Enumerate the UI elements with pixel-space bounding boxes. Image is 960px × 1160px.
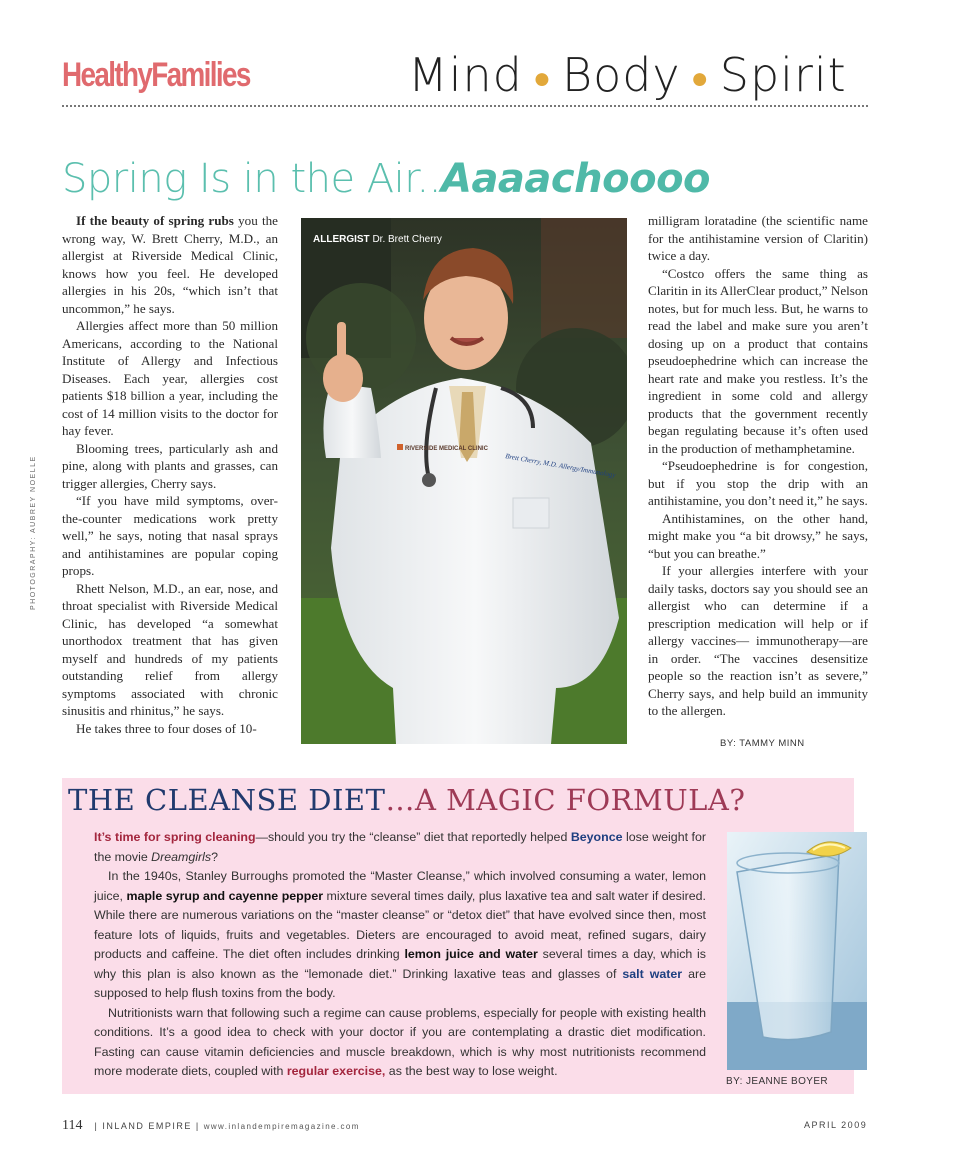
article-paragraph: Rhett Nelson, M.D., an ear, nose, and throat specialist with Riverside Medical Clinic, has developed “a somewhat unorthodox treatment that has given myself and hundreds of my patients outstanding relief from allergy symptoms associated with chronic sinusitis and rhinitus,” he says. (62, 580, 278, 718)
caption-label: ALLERGIST (313, 234, 370, 245)
coat-embroidery: Brett Cherry, M.D. Allergy/Immunology (504, 452, 617, 480)
brand-name: HealthyFamilies (62, 56, 250, 94)
paragraph-text: as the best way to lose weight. (385, 1064, 558, 1078)
glass-illustration (727, 832, 867, 1070)
header-divider (62, 105, 868, 107)
article-paragraph (62, 212, 278, 317)
article-paragraph: He takes three to four doses of 10- (76, 720, 257, 736)
lead-in: If the beauty of spring rubs (76, 213, 234, 228)
article-paragraph: milligram loratadine (the scientific name for the antihistamine version of Claritin) twice a day. (648, 213, 868, 263)
article-headline (62, 156, 710, 202)
tagline-dot: ● (690, 61, 710, 96)
article-paragraph: Blooming trees, particularly ash and pine, along with plants and grasses, can trigger allergies, Cherry says. (62, 440, 278, 491)
article-byline (720, 738, 805, 749)
sidebar-title (68, 783, 745, 817)
water-glass-photo (727, 832, 867, 1070)
paragraph-text: several times a day, which is why this plan is also known as the “lemonade diet.” Drinking laxative teas and glasses of (94, 947, 707, 981)
sidebar-paragraph (94, 1004, 706, 1082)
section-tagline (408, 48, 847, 102)
photo-credit: PHOTOGRAPHY: AUBREY NOELLE (30, 455, 37, 610)
article-paragraph: Antihistamines, on the other hand, might make you “a bit drowsy,” he says, “but you can breathe.” (648, 510, 868, 561)
sidebar-body (94, 828, 706, 1082)
paragraph-text: In the 1940s, Stanley Burroughs promoted the “Master Cleanse,” which involved consuming a water, lemon juice, (94, 869, 706, 903)
magazine-name: INLAND EMPIRE (102, 1121, 192, 1131)
highlight-text: regular exercise, (286, 1064, 386, 1078)
article-column-right (648, 212, 868, 720)
tagline-spirit: Spirit (719, 48, 847, 102)
article-paragraph: “If you have mild symptoms, over-the-counter medications work pretty well,” he says, noting that nasal sprays and antihistamines are popular coping props. (62, 493, 278, 578)
paragraph-text: —should you try the “cleanse” diet that reportedly helped (255, 830, 571, 844)
highlight-text: salt water (622, 966, 683, 981)
allergist-photo (301, 218, 627, 744)
byline-name: JEANNE BOYER (745, 1076, 829, 1087)
article-paragraph: If your allergies interfere with your daily tasks, doctors say you should see an allergist who can determine if a prescription medication will help or if allergy vaccines— immunotherapy—are in order. “The vaccines desensitize people so the reaction isn’t as severe,” Cherry says, and help build an immunity to the allergen. (648, 563, 868, 718)
brand-logo (62, 56, 250, 95)
article-column-left (62, 212, 278, 737)
page-number: 114 (62, 1118, 83, 1133)
sidebar-paragraph (94, 828, 706, 867)
article-paragraph: “Pseudoephedrine is for congestion, but if you stop the drip with an antihistamine, you don’t need it,” he says. (648, 458, 868, 508)
footer-separator: | (94, 1121, 99, 1131)
tagline-mind: Mind (408, 48, 523, 102)
highlight-text: lemon juice and water (404, 947, 538, 961)
byline-prefix: BY: (726, 1076, 743, 1087)
highlight-text: It’s time for spring cleaning (94, 830, 256, 844)
paragraph-text: you the wrong way, W. Brett Cherry, M.D., an allergist at Riverside Medical Clinic, knows how you feel. He developed allergies in his 20s, “which isn’t that uncommon,” he says. (62, 213, 278, 316)
issue-date: APRIL 2009 (804, 1120, 868, 1130)
page-footer (62, 1118, 360, 1134)
article-paragraph: “Costco offers the same thing as Claritin in its AllerClear product,” Nelson notes, but for much less. But, he warns to read the label and make sure you aren’t dosing up on a product that contains pseudoephedrine which can increase the heart rate and make you restless. It’s the ingredient in some cold and allergy products that the government recently began regulating because it’s often used in the production of methamphetamine. (648, 265, 868, 456)
tagline-body: Body (561, 48, 681, 102)
paragraph-text: are supposed to help flush toxins from the body. (94, 966, 706, 1000)
coat-clinic-logo: RIVERSIDE MEDICAL CLINIC (405, 446, 488, 452)
paragraph-text: ? (211, 849, 218, 864)
paragraph-text: Nutritionists warn that following such a regime can cause problems, especially for people with existing health conditions. It’s a good idea to check with your doctor if you are contemplating a drastic diet modification. Fasting can cause vitamin deficiencies and muscle breakdown, which is why most nutritionists recommend more moderate diets, coupled with (94, 1005, 706, 1078)
doctor-illustration (301, 218, 627, 744)
sidebar-title-main: THE CLEANSE DIET (68, 783, 386, 817)
sidebar-byline (726, 1076, 828, 1087)
photo-caption (313, 234, 442, 246)
tagline-dot: ● (532, 61, 552, 96)
byline-prefix: BY: (720, 738, 737, 749)
caption-text: Dr. Brett Cherry (369, 234, 442, 245)
highlight-text: maple syrup and cayenne pepper (126, 888, 324, 903)
paragraph-text: lose weight for the movie (94, 830, 706, 864)
magazine-url: www.inlandempiremagazine.com (203, 1122, 360, 1131)
footer-separator: | (195, 1121, 200, 1131)
headline-accent: Aaaachoooo (440, 156, 711, 202)
highlight-text: Beyonce (570, 830, 623, 844)
movie-title: Dreamgirls (151, 849, 212, 864)
paragraph-text: mixture several times daily, plus laxative tea and salt water if desired. While there are numerous variations on the “master cleanse” or “detox diet” that have evolved since then, most feature lots of liquids, fruits and vegetables. Dieters are encouraged to avoid meat, refined sugars, dairy products and caffeine. The diet often includes drinking (94, 888, 706, 961)
byline-name: TAMMY MINN (739, 738, 805, 749)
sidebar-paragraph (94, 867, 706, 1004)
headline-main: Spring Is in the Air.. (62, 156, 441, 202)
article-paragraph: Allergies affect more than 50 million Americans, according to the National Institute of Allergy and Infectious Diseases. Each year, allergies cost patients $18 billion a year, including the cost of 14 million visits to the doctor for hay fever. (62, 318, 278, 438)
sidebar-title-accent: …A MAGIC FORMULA? (385, 783, 746, 817)
